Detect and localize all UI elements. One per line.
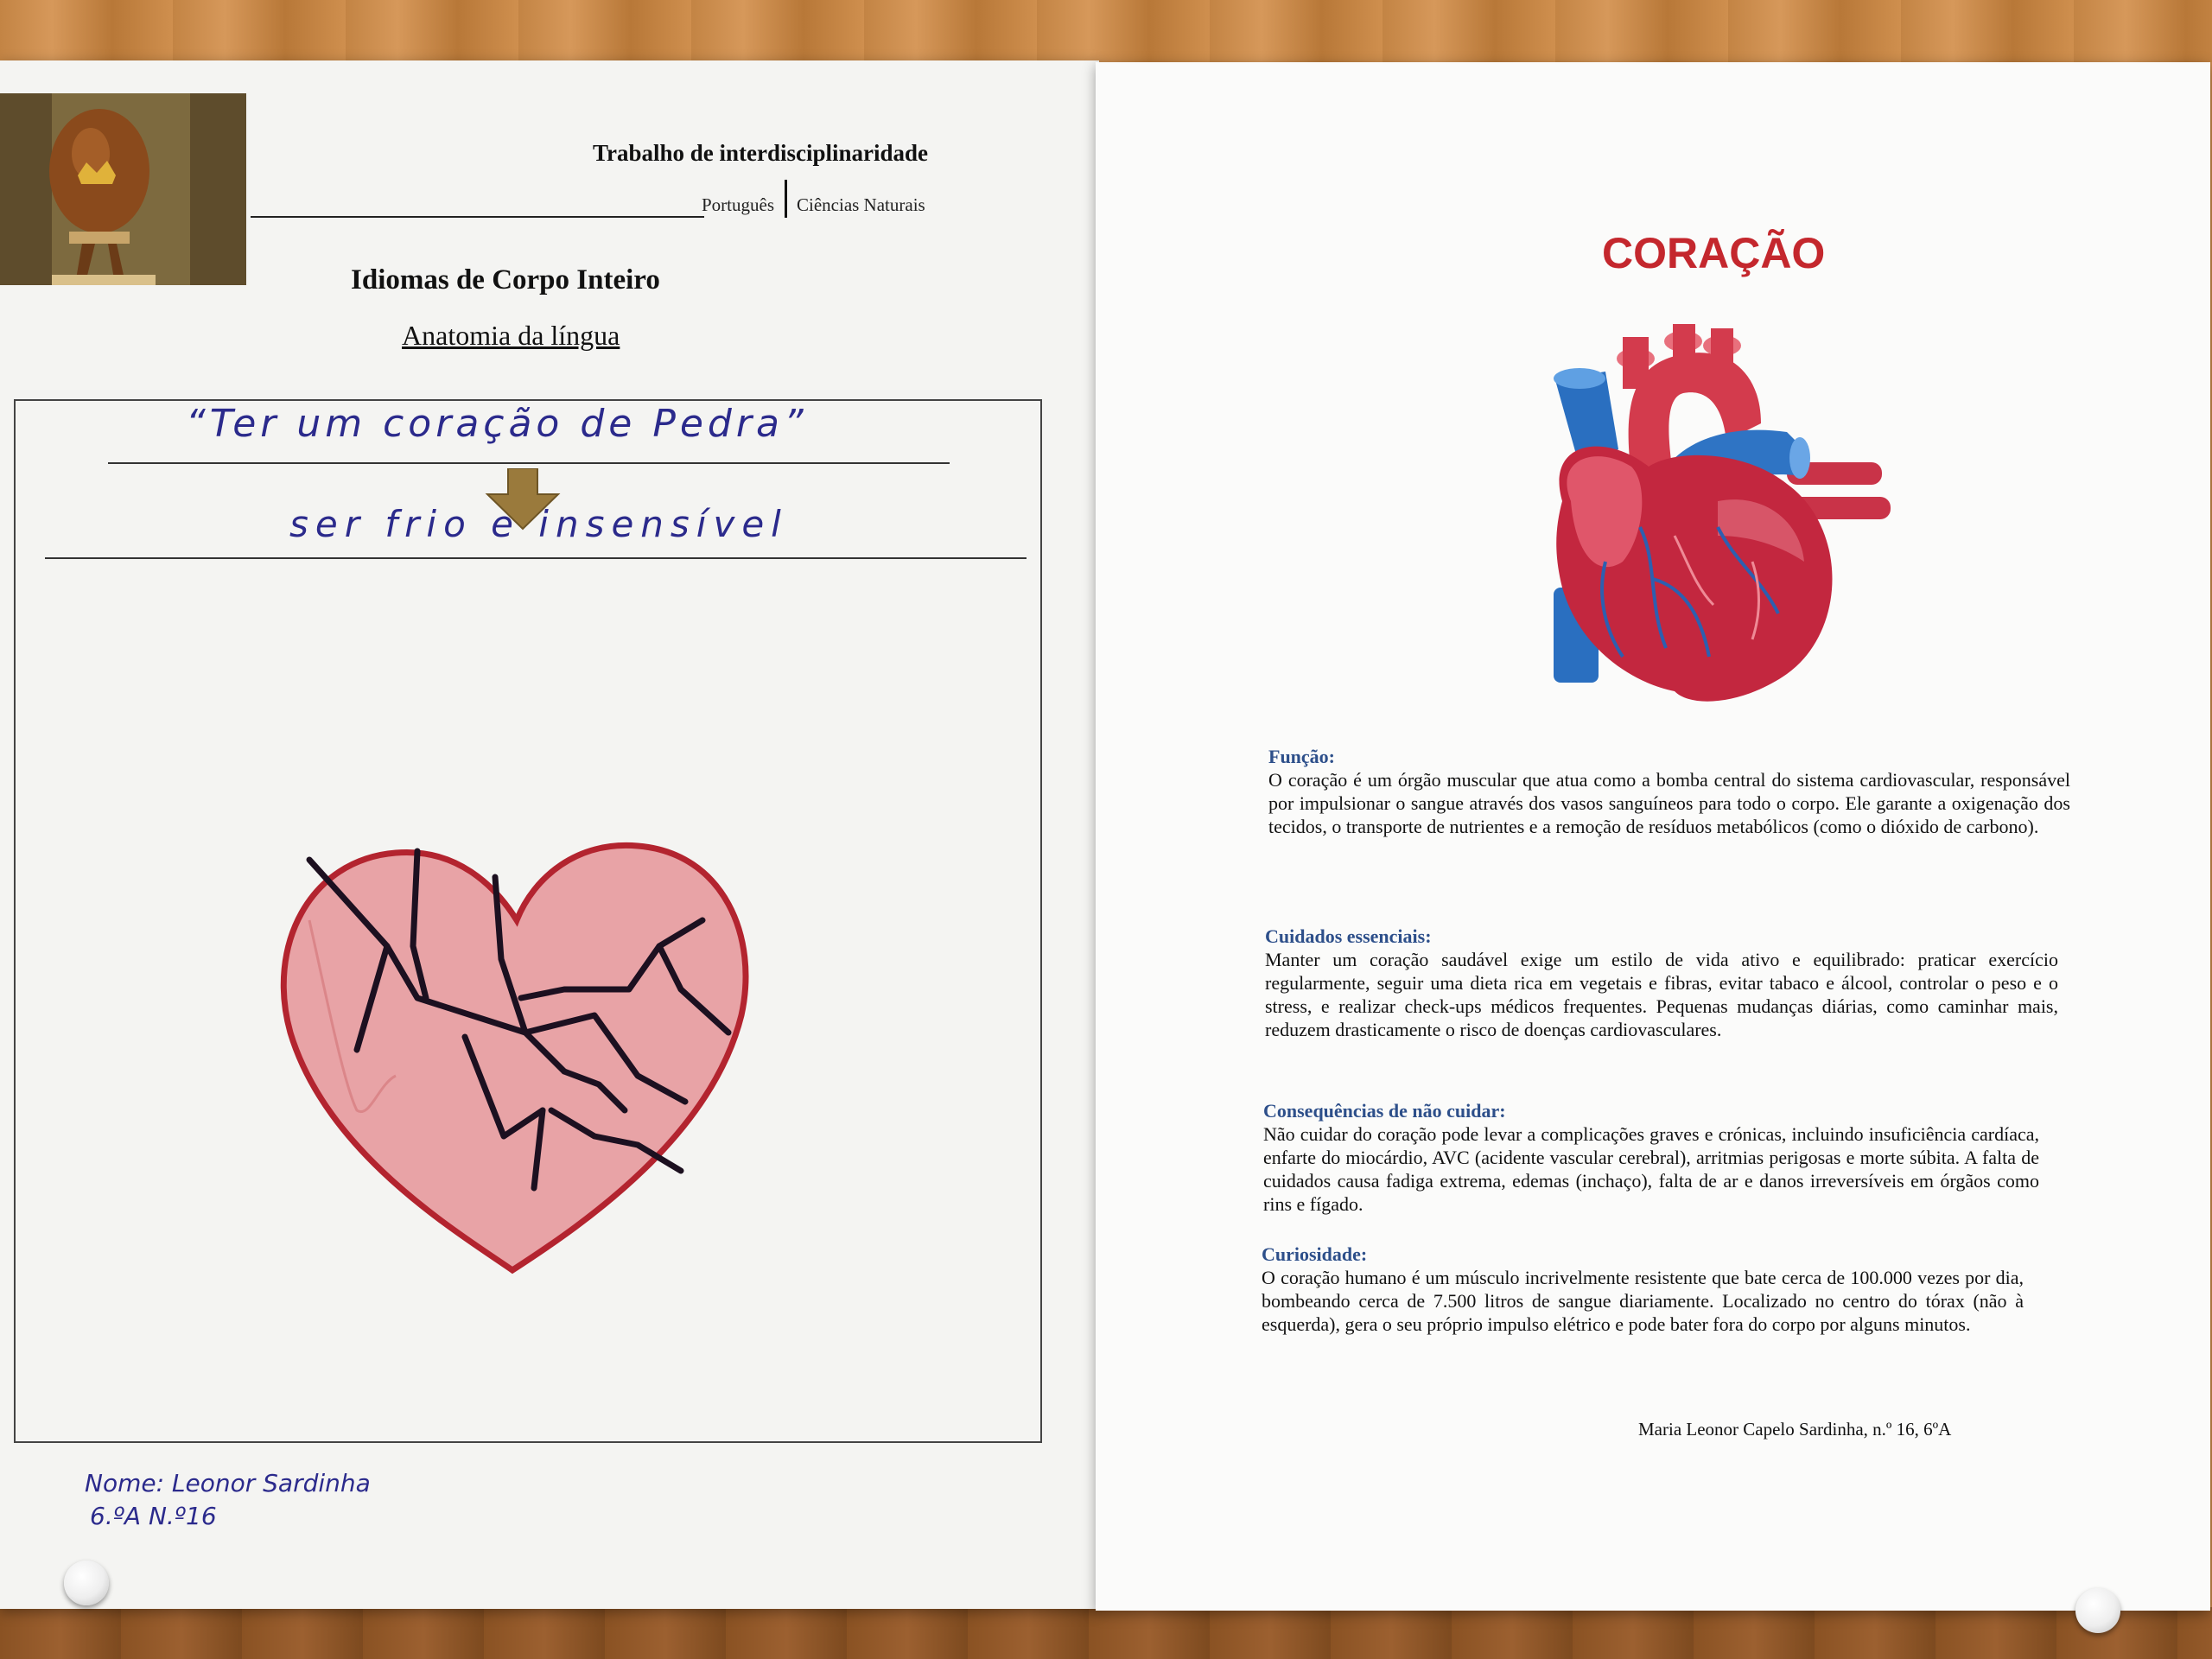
project-title: Trabalho de interdisciplinaridade [593, 140, 929, 166]
section-body: O coração é um órgão muscular que atua como a bomba central do sistema cardiovascular, responsável por impulsionar o sangue através dos vasos sanguíneos para todo o corpo. Ele garante a oxigenação dos tecidos, o transporte de nutrientes e a remoção de resíduos metabólicos (como o dióxido de carbono). [1268, 769, 2070, 837]
worksheet-title: Idiomas de Corpo Inteiro [351, 264, 660, 296]
section-body: O coração humano é um músculo incrivelmente resistente que bate cerca de 100.000 vezes por dia, bombeando cerca de 7.500 litros de sangue diariamente. Localizado no centro do tórax (não à esquerda), gera o seu próprio impulso elétrico e pode bater fora do corpo por alguns minutos. [1262, 1267, 2024, 1335]
section-body: Não cuidar do coração pode levar a complicações graves e crónicas, incluindo insuficiência cardíaca, enfarte do miocárdio, AVC (acidente vascular cerebral), arritmias perigosas e morte súbita. A falta de cuidados causa fadiga extrema, edemas (inchaço), falta de ar e danos irreversíveis em órgãos como rins e fígado. [1263, 1123, 2039, 1215]
push-pin-right [2075, 1588, 2120, 1633]
student-name-handwritten: Nome: Leonor Sardinha [85, 1469, 371, 1497]
author-signature: Maria Leonor Capelo Sardinha, n.º 16, 6ºA [1638, 1419, 1952, 1440]
section-body: Manter um coração saudável exige um estilo de vida ativo e equilibrado: praticar exercício regularmente, seguir uma dieta rica em vegetais e fibras, evitar tabaco e álcool, controlar o peso e o stress, e realizar check-ups médicos frequentes. Pequenas mudanças diárias, como caminhar mais, reduzem drasticamente o risco de doenças cardiovasculares. [1265, 949, 2058, 1040]
subject-portuguese: Português [702, 194, 774, 215]
anatomical-heart-illustration [1502, 302, 1899, 709]
section-essential-care [1265, 925, 2058, 1041]
section-curiosity [1262, 1243, 2024, 1336]
wooden-wall-top [0, 0, 2212, 62]
student-class-handwritten: 6.ºA N.º16 [90, 1502, 217, 1530]
section-heading: Função: [1268, 746, 1335, 767]
header-rule [251, 216, 704, 218]
idiom-handwritten: “Ter um coração de Pedra” [186, 402, 808, 446]
push-pin-left [64, 1560, 109, 1605]
section-heading: Cuidados essenciais: [1265, 925, 1432, 947]
heart-title: CORAÇÃO [1602, 229, 1826, 277]
section-consequences [1263, 1099, 2039, 1216]
subject-separator [785, 180, 787, 218]
meaning-rule [45, 557, 1027, 559]
section-function [1268, 745, 2070, 838]
egg-statue-image [0, 93, 246, 285]
meaning-handwritten: ser frio e insensível [289, 503, 788, 545]
worksheet-subtitle: Anatomia da língua [402, 320, 620, 351]
idiom-rule [108, 462, 950, 464]
broken-heart-drawing [275, 825, 759, 1274]
subject-natural-sciences: Ciências Naturais [797, 194, 925, 215]
wooden-wall-bottom [0, 1607, 2212, 1659]
student-worksheet [0, 60, 1099, 1609]
section-heading: Consequências de não cuidar: [1263, 1100, 1506, 1122]
section-heading: Curiosidade: [1262, 1243, 1368, 1265]
heart-info-sheet [1096, 62, 2210, 1611]
